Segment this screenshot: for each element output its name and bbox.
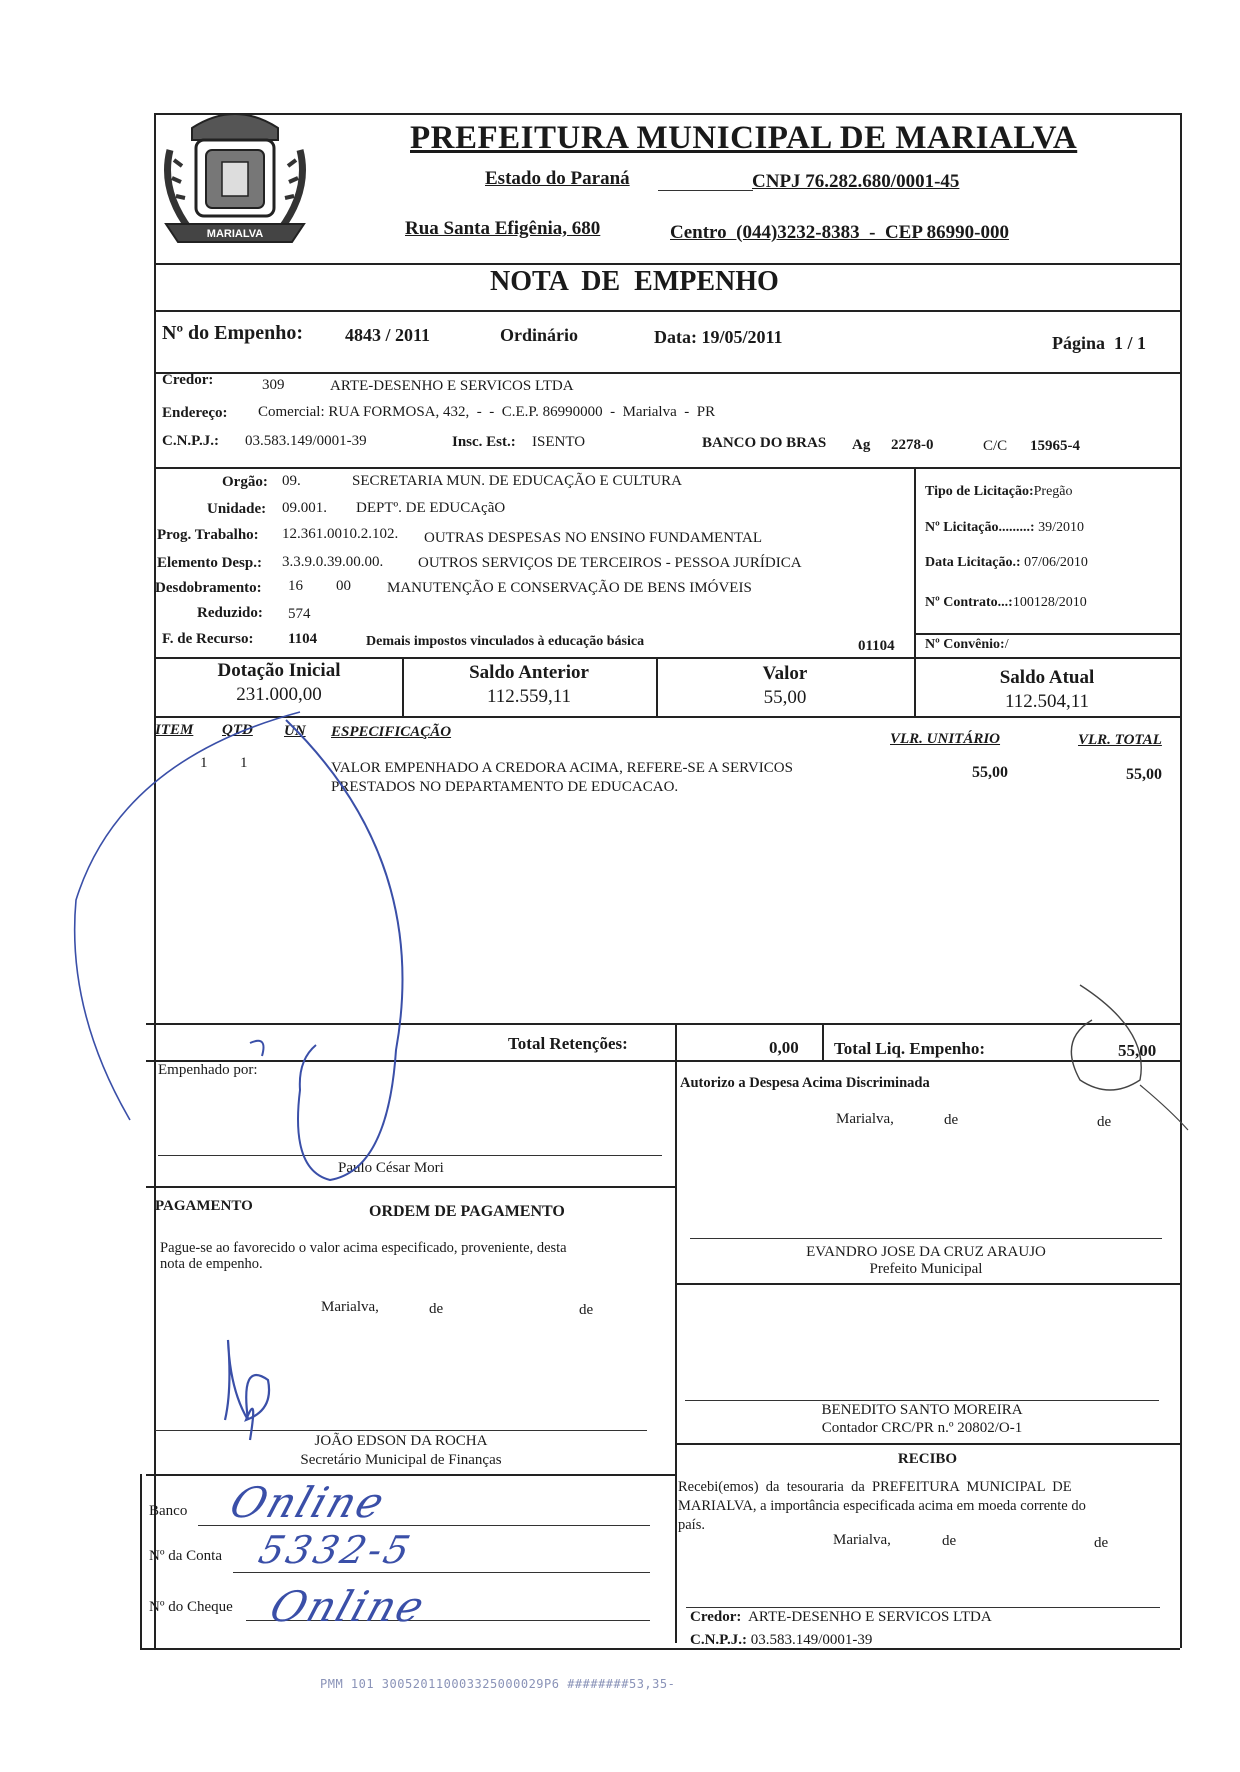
endereco-label: Endereço: xyxy=(162,405,228,421)
credor-signature-line xyxy=(686,1607,1160,1608)
unidade-label: Unidade: xyxy=(207,501,267,517)
autorizo-de-1: de xyxy=(944,1112,959,1128)
credor-cc: 15965-4 xyxy=(1030,438,1080,454)
recibo-text-line-3: país. xyxy=(678,1517,705,1533)
col-vlr-unitario: VLR. UNITÁRIO xyxy=(890,731,1001,747)
numero-licitacao-label: Nº Licitação.........: xyxy=(925,520,1035,535)
secretario-name: JOÃO EDSON DA ROCHA xyxy=(314,1433,488,1449)
insc-label: Insc. Est.: xyxy=(452,434,516,450)
recibo-credor xyxy=(690,1609,992,1626)
conta-line xyxy=(233,1572,650,1573)
rule-totals-bottom xyxy=(146,1060,1180,1062)
numero-contrato-label: Nº Contrato...: xyxy=(925,595,1013,610)
valor-label: Valor xyxy=(762,663,808,684)
pagamento-text-line-1: Pague-se ao favorecido o valor acima especificado, proveniente, desta xyxy=(160,1240,567,1256)
tipo-licitacao xyxy=(925,484,1073,500)
recibo-cnpj-value: 03.583.149/0001-39 xyxy=(750,1632,873,1648)
conta-handwritten: 5332-5 xyxy=(254,1528,418,1572)
credor-insc: ISENTO xyxy=(532,434,586,450)
valor-value: 55,00 xyxy=(763,687,807,708)
rule-middle-divider xyxy=(675,1023,677,1643)
dotacao-inicial-label: Dotação Inicial xyxy=(217,660,341,681)
autorizo-label: Autorizo a Despesa Acima Discriminada xyxy=(680,1075,930,1091)
reduzido-label: Reduzido: xyxy=(197,605,263,621)
credor-code: 309 xyxy=(262,377,285,393)
large-arc-mark xyxy=(75,712,300,1120)
rule-totals xyxy=(146,1023,1180,1025)
numero-convenio xyxy=(925,637,1009,653)
street-address: Rua Santa Efigênia, 680 xyxy=(405,218,601,239)
prog-name: OUTRAS DESPESAS NO ENSINO FUNDAMENTAL xyxy=(424,530,762,546)
recibo-label: RECIBO xyxy=(897,1451,958,1467)
empenhado-signature-line xyxy=(158,1155,662,1156)
total-circle-mark xyxy=(1071,985,1141,1090)
banco-label: Banco xyxy=(149,1503,188,1519)
rule-dotacao xyxy=(154,657,1180,659)
col-especificacao: ESPECIFICAÇÃO xyxy=(331,724,452,740)
recibo-credor-name: ARTE-DESENHO E SERVICOS LTDA xyxy=(748,1609,992,1625)
header-underline-gap xyxy=(658,190,753,191)
rule-empenhado xyxy=(146,1186,675,1188)
desdobramento-label: Desdobramento: xyxy=(155,580,262,596)
prog-label: Prog. Trabalho: xyxy=(157,527,259,543)
banco-handwritten: Online xyxy=(224,1478,393,1527)
ag-label: Ag xyxy=(852,437,871,453)
contador-signature-line xyxy=(685,1400,1159,1401)
address-rest: Centro (044)3232-8383 - CEP 86990-000 xyxy=(670,222,1009,243)
total-retencoes-label: Total Retenções: xyxy=(508,1034,628,1053)
dotacao-inicial-value: 231.000,00 xyxy=(236,684,322,705)
tipo-licitacao-label: Tipo de Licitação: xyxy=(925,484,1034,499)
elemento-code: 3.3.9.0.39.00.00. xyxy=(282,554,384,570)
empenhado-signer: Paulo César Mori xyxy=(338,1160,444,1176)
col-item: ITEM xyxy=(155,722,194,738)
numero-contrato xyxy=(925,595,1087,611)
numero-convenio-value: / xyxy=(1004,637,1009,652)
numero-contrato-value: 100128/2010 xyxy=(1012,595,1087,610)
frame-left xyxy=(154,113,156,1648)
contador-role: Contador CRC/PR n.º 20802/O-1 xyxy=(821,1420,1023,1436)
pagamento-de-1: de xyxy=(429,1301,444,1317)
numero-convenio-label: Nº Convênio: xyxy=(925,637,1005,652)
empenho-label: Nº do Empenho: xyxy=(162,322,304,344)
item-spec-line-1: VALOR EMPENHADO A CREDORA ACIMA, REFERE-SE A SERVICOS xyxy=(331,760,793,776)
svg-text:MARIALVA: MARIALVA xyxy=(206,228,264,240)
municipality-title: PREFEITURA MUNICIPAL DE MARIALVA xyxy=(410,120,1078,156)
recibo-cnpj-label: C.N.P.J.: xyxy=(690,1632,747,1648)
rule-saldos xyxy=(154,716,1180,718)
empenho-type: Ordinário xyxy=(500,325,579,345)
fonte-code-2: 01104 xyxy=(858,638,895,654)
rule-title xyxy=(154,310,1180,312)
orgao-name: SECRETARIA MUN. DE EDUCAÇÃO E CULTURA xyxy=(352,473,682,489)
pagamento-label: PAGAMENTO xyxy=(155,1198,253,1214)
fonte-label: F. de Recurso: xyxy=(162,631,254,647)
credor-ag: 2278-0 xyxy=(891,437,934,453)
item-number: 1 xyxy=(200,755,208,771)
col-un: UN xyxy=(284,723,306,739)
fonte-code: 1104 xyxy=(288,631,318,647)
footer-stamp: PMM 101 300520110003325000029P6 ########53,35- xyxy=(320,1677,676,1691)
total-liquido-value: 55,00 xyxy=(1118,1041,1157,1060)
recibo-credor-label: Credor: xyxy=(690,1609,742,1625)
rule-credor xyxy=(154,467,1180,469)
item-qtd: 1 xyxy=(240,755,248,771)
secretario-signature xyxy=(225,1340,269,1440)
tipo-licitacao-value: Pregão xyxy=(1033,484,1073,499)
elemento-label: Elemento Desp.: xyxy=(157,555,262,571)
rule-liq-divider xyxy=(822,1023,824,1060)
recibo-de-1: de xyxy=(942,1533,957,1549)
desdobramento-code-2: 00 xyxy=(336,578,351,594)
cheque-label: Nº do Cheque xyxy=(149,1599,233,1615)
empenhado-por-label: Empenhado por: xyxy=(158,1062,258,1078)
numero-licitacao-value: 39/2010 xyxy=(1038,520,1084,535)
rule-empenho xyxy=(154,372,1180,374)
unidade-code: 09.001. xyxy=(282,500,327,516)
prefeito-signature-line xyxy=(690,1238,1162,1239)
empenho-number: 4843 / 2011 xyxy=(345,325,431,345)
autorizo-place: Marialva, xyxy=(836,1111,894,1127)
frame-bottom xyxy=(140,1648,1180,1650)
contador-name: BENEDITO SANTO MOREIRA xyxy=(821,1402,1023,1418)
item-total-value: 55,00 xyxy=(1126,766,1162,783)
coat-of-arms-icon xyxy=(160,100,310,256)
data-licitacao xyxy=(925,555,1088,571)
orgao-label: Orgão: xyxy=(222,474,268,490)
rule-header xyxy=(154,263,1180,265)
state-name: Estado do Paraná xyxy=(485,168,630,189)
data-licitacao-value: 07/06/2010 xyxy=(1024,555,1088,570)
col-vlr-total: VLR. TOTAL xyxy=(1078,732,1162,748)
cnpj-label: C.N.P.J.: xyxy=(162,433,219,449)
item-unit-value: 55,00 xyxy=(972,764,1008,781)
ordem-pagamento-label: ORDEM DE PAGAMENTO xyxy=(369,1203,565,1220)
unidade-name: DEPTº. DE EDUCAçãO xyxy=(356,500,506,516)
recibo-de-2: de xyxy=(1094,1535,1109,1551)
recibo-text-line-2: MARIALVA, a importância especificada acima em moeda corrente do xyxy=(678,1498,1086,1514)
prog-code: 12.361.0010.2.102. xyxy=(282,526,399,542)
frame-right xyxy=(1180,113,1182,1648)
saldo-atual-value: 112.504,11 xyxy=(1004,691,1090,712)
recibo-cnpj xyxy=(690,1632,872,1649)
desdobramento-code-1: 16 xyxy=(288,578,303,594)
saldo-atual-label: Saldo Atual xyxy=(999,667,1095,688)
total-retencoes-value: 0,00 xyxy=(769,1038,799,1057)
credor-bank: BANCO DO BRAS xyxy=(702,435,827,451)
total-liquido-label: Total Liq. Empenho: xyxy=(834,1039,985,1058)
rule-convenio xyxy=(914,633,1180,635)
saldo-anterior-value: 112.559,11 xyxy=(486,686,572,707)
cc-label: C/C xyxy=(983,438,1008,454)
item-spec-line-2: PRESTADOS NO DEPARTAMENTO DE EDUCACAO. xyxy=(331,779,679,795)
reduzido-value: 574 xyxy=(288,606,311,622)
credor-name: ARTE-DESENHO E SERVICOS LTDA xyxy=(330,378,574,394)
autorizo-de-2: de xyxy=(1097,1114,1112,1130)
elemento-name: OUTROS SERVIÇOS DE TERCEIROS - PESSOA JURÍDICA xyxy=(418,555,802,571)
secretario-signature-line xyxy=(155,1430,647,1431)
prefeito-name: EVANDRO JOSE DA CRUZ ARAUJO xyxy=(806,1244,1046,1260)
page-number: Página 1 / 1 xyxy=(1052,333,1147,353)
pagamento-de-2: de xyxy=(579,1302,594,1318)
rule-contador xyxy=(675,1443,1180,1445)
secretario-role: Secretário Municipal de Finanças xyxy=(300,1452,502,1468)
numero-licitacao xyxy=(925,520,1084,536)
empenho-date: Data: 19/05/2011 xyxy=(654,327,783,347)
empenhado-signature xyxy=(250,1041,264,1056)
orgao-code: 09. xyxy=(282,473,301,489)
frame-left-lower xyxy=(140,1474,142,1648)
credor-cnpj: 03.583.149/0001-39 xyxy=(245,433,367,449)
fonte-name: Demais impostos vinculados à educação básica xyxy=(366,634,645,649)
data-licitacao-label: Data Licitação.: xyxy=(925,555,1021,570)
recibo-place: Marialva, xyxy=(833,1532,891,1548)
desdobramento-name: MANUTENÇÃO E CONSERVAÇÃO DE BENS IMÓVEIS xyxy=(387,580,752,596)
rule-pagamento xyxy=(146,1474,675,1476)
col-qtd: QTD xyxy=(222,722,253,738)
pagamento-text-line-2: nota de empenho. xyxy=(160,1256,263,1272)
pagamento-place: Marialva, xyxy=(321,1299,379,1315)
cheque-handwritten: Online xyxy=(264,1582,433,1631)
credor-label: Credor: xyxy=(162,372,214,388)
rule-licitacao-divider xyxy=(914,467,916,657)
saldo-anterior-label: Saldo Anterior xyxy=(469,662,589,683)
conta-label: Nº da Conta xyxy=(149,1548,222,1564)
credor-address: Comercial: RUA FORMOSA, 432, - - C.E.P. 86990000 - Marialva - PR xyxy=(258,404,716,420)
prefeito-role: Prefeito Municipal xyxy=(869,1261,983,1277)
rule-autorizo xyxy=(675,1283,1180,1285)
document-title: NOTA DE EMPENHO xyxy=(490,266,779,297)
recibo-text-line-1: Recebi(emos) da tesouraria da PREFEITURA MUNICIPAL DE xyxy=(678,1479,1072,1495)
municipality-cnpj: CNPJ 76.282.680/0001-45 xyxy=(752,171,960,192)
